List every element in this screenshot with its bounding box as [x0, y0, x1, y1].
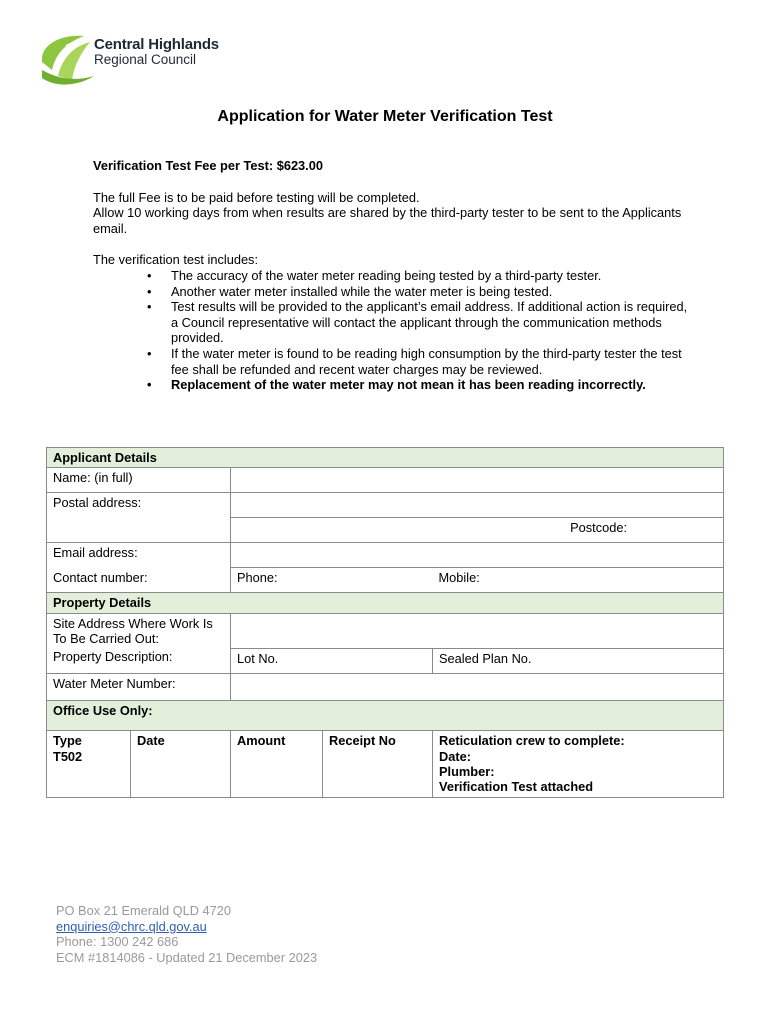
- type-value: T502: [53, 748, 83, 764]
- property-description-label: Property Description:: [47, 649, 231, 674]
- phone-field[interactable]: Phone:: [231, 568, 433, 593]
- footer-email-link[interactable]: enquiries@chrc.qld.gov.au: [56, 918, 207, 934]
- list-item: • Another water meter installed while the water meter is being tested.: [171, 284, 693, 300]
- intro-section: [93, 158, 693, 393]
- site-address-label: Site Address Where Work Is To Be Carried Out:: [47, 613, 231, 648]
- applicant-details-heading: Applicant Details: [47, 448, 724, 468]
- name-label: Name: (in full): [47, 468, 231, 493]
- payment-note: The full Fee is to be paid before testing will be completed.: [93, 189, 420, 205]
- footer-address: PO Box 21 Emerald QLD 4720: [56, 903, 231, 918]
- sealed-plan-number-field[interactable]: Sealed Plan No.: [433, 649, 724, 674]
- lot-number-field[interactable]: Lot No.: [231, 649, 433, 674]
- logo-name-line1: Central Highlands: [94, 36, 219, 53]
- mobile-field[interactable]: Mobile:: [433, 568, 724, 593]
- crew-cell: [433, 731, 724, 798]
- leaf-mark-icon: [38, 32, 98, 88]
- receipt-cell: Receipt No: [323, 731, 433, 798]
- amount-cell: Amount: [231, 731, 323, 798]
- footer-ecm: ECM #1814086 - Updated 21 December 2023: [56, 949, 318, 965]
- crew-line: Plumber:: [439, 763, 495, 779]
- postal-address-label: Postal address:: [47, 493, 231, 543]
- logo-name-line2: Regional Council: [94, 52, 197, 67]
- type-cell: [47, 731, 131, 798]
- contact-number-label: Contact number:: [47, 568, 231, 593]
- list-item: • If the water meter is found to be reading high consumption by the third-party tester the test fee shall be refunded and recent water charges may be reviewed.: [171, 346, 693, 377]
- list-item: • The accuracy of the water meter reading being tested by a third-party tester.: [171, 268, 693, 284]
- includes-list: [93, 268, 693, 393]
- date-cell: Date: [131, 731, 231, 798]
- council-logo: [38, 32, 238, 88]
- postcode-label[interactable]: Postcode:: [231, 518, 724, 543]
- postal-address-field[interactable]: [231, 493, 724, 518]
- crew-line: Verification Test attached: [439, 779, 594, 795]
- page-title: Application for Water Meter Verification Test: [217, 108, 553, 125]
- fee-text: Verification Test Fee per Test: $623.00: [93, 158, 323, 173]
- office-use-heading: Office Use Only:: [47, 701, 724, 731]
- footer-phone: Phone: 1300 242 686: [56, 934, 179, 950]
- email-address-label: Email address:: [47, 543, 231, 568]
- email-address-field[interactable]: [231, 543, 724, 568]
- list-item: • Replacement of the water meter may not mean it has been reading incorrectly.: [171, 377, 693, 393]
- site-address-field[interactable]: [231, 613, 724, 648]
- crew-line: Reticulation crew to complete:: [439, 733, 625, 749]
- type-label: Type: [53, 733, 82, 749]
- results-note: Allow 10 working days from when results are shared by the third-party tester to be sent to the Applicants email.: [93, 205, 682, 236]
- list-item: • Test results will be provided to the applicant’s email address. If additional action is required, a Council representative will contact the applicant through the communication methods provided.: [171, 299, 693, 346]
- footer: [56, 903, 317, 965]
- includes-heading: The verification test includes:: [93, 252, 259, 268]
- application-form-table: [46, 447, 724, 798]
- water-meter-number-label: Water Meter Number:: [47, 674, 231, 701]
- crew-line: Date:: [439, 748, 471, 764]
- water-meter-number-field[interactable]: [231, 674, 724, 701]
- name-field[interactable]: [231, 468, 724, 493]
- property-details-heading: Property Details: [47, 593, 724, 613]
